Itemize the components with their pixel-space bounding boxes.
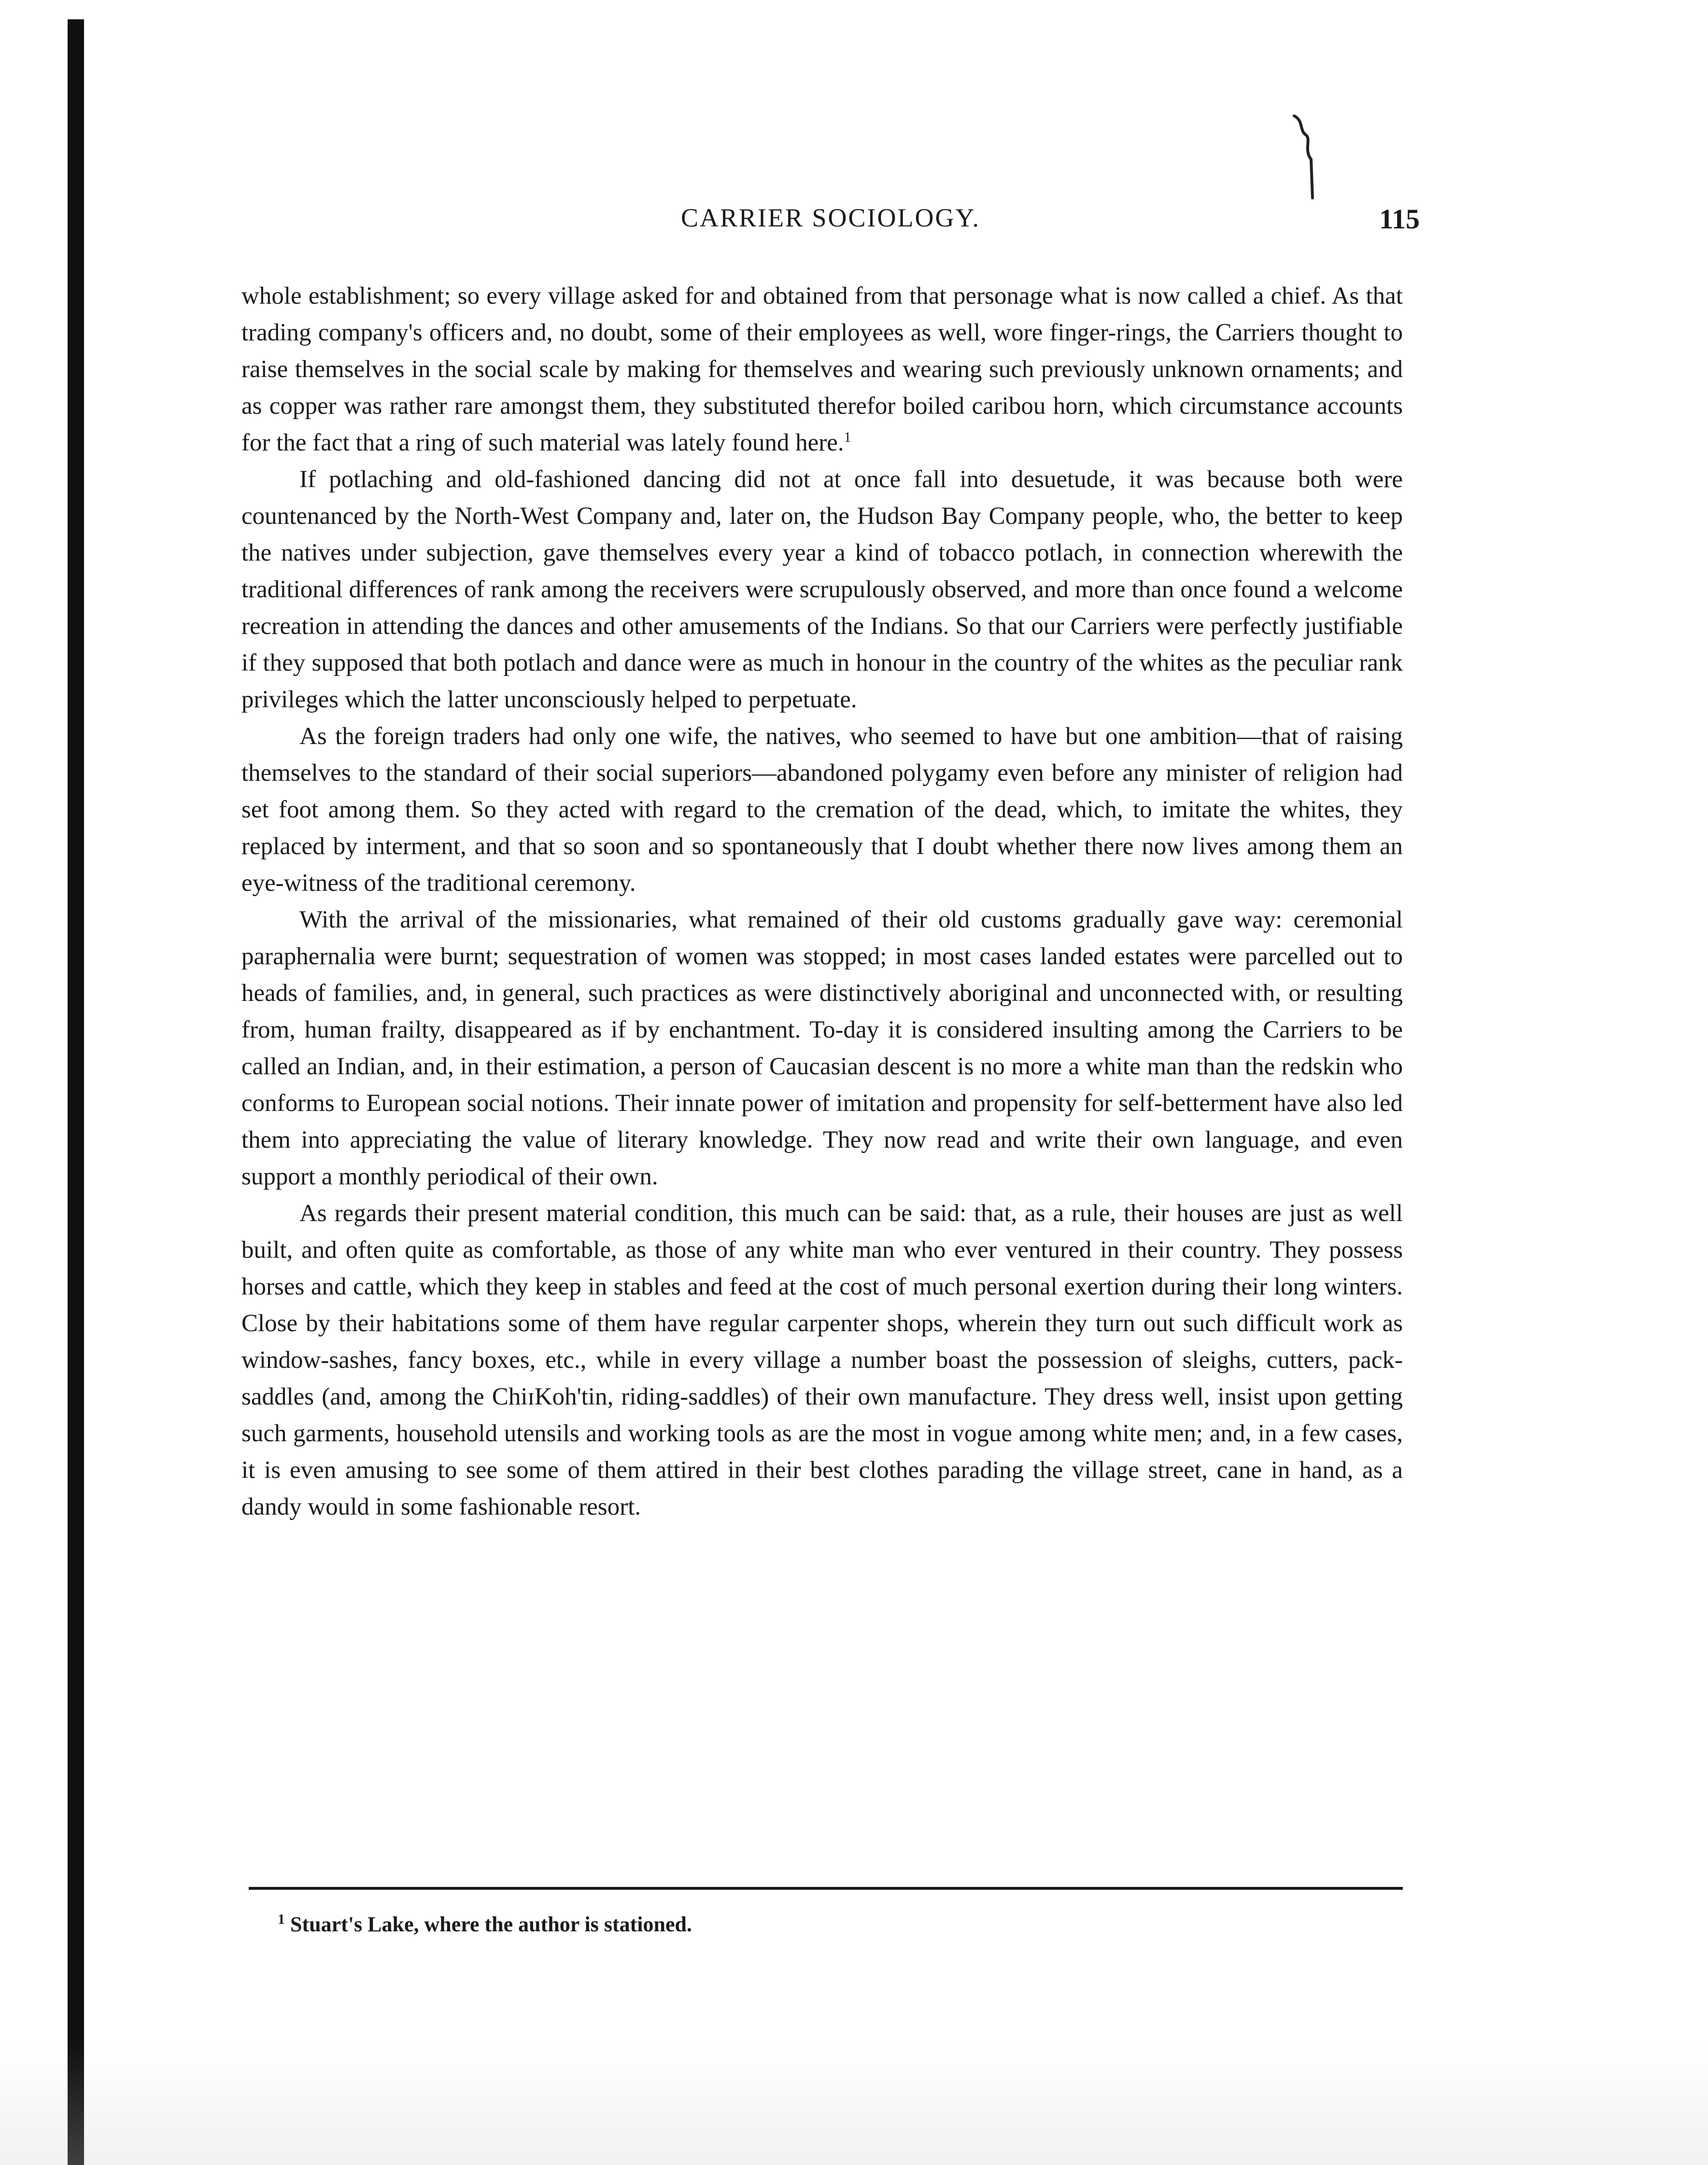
running-head: CARRIER SOCIOLOGY. xyxy=(680,203,981,232)
paragraph-1-text: whole establishment; so every village asked for and obtained from that personage what is now called a chief. As that trading company's officers and, no doubt, some of their employees as well, wore finger-rings, the Carriers thought to raise themselves in the social scale by making for themselves and wearing such previously unknown ornaments; and as copper was rather rare amongst them, they substituted therefor boiled caribou horn, which circumstance accounts for the fact that a ring of such material was lately found here. xyxy=(241,282,1403,456)
paragraph-1 xyxy=(241,278,1403,461)
body-text xyxy=(241,278,1403,1525)
footnote-reference: 1 xyxy=(844,429,851,445)
handwritten-margin-mark xyxy=(1285,106,1323,203)
footnote-marker: 1 xyxy=(278,1911,285,1927)
page-number: 115 xyxy=(1379,203,1420,235)
footnote-rule xyxy=(249,1887,1403,1890)
paragraph-3: As the foreign traders had only one wife, the natives, who seemed to have but one ambition—that of raising themselves to the standard of their social superiors—abandoned polygamy even before any minister of religion had set foot among them. So they acted with regard to the cremation of the dead, which, to imitate the whites, they replaced by interment, and that so soon and so spontaneously that I doubt whether there now lives among them an eye-witness of the traditional ceremony. xyxy=(241,723,1403,897)
paragraph-5: As regards their present material condition, this much can be said: that, as a rule, their houses are just as well built, and often quite as comfortable, as those of any white man who ever ventured in their country. They possess horses and cattle, which they keep in stables and feed at the cost of much personal exertion during their long winters. Close by their habitations some of them have regular carpenter shops, wherein they turn out such difficult work as window-sashes, fancy boxes, etc., while in every village a number boast the possession of sleighs, cutters, pack-saddles (and, among the ChiɪKoh'tin, riding-saddles) of their own manufacture. They dress well, insist upon getting such garments, household utensils and working tools as are the most in vogue among white men; and, in a few cases, it is even amusing to see some of them attired in their best clothes parading the village street, cane in hand, as a dandy would in some fashionable resort. xyxy=(241,1200,1403,1520)
footnote-text: Stuart's Lake, where the author is stationed. xyxy=(290,1912,692,1936)
page-shadow xyxy=(0,2042,1708,2165)
page-header xyxy=(241,203,1420,246)
binding-edge xyxy=(68,19,84,2165)
paragraph-4: With the arrival of the missionaries, what remained of their old customs gradually gave way: ceremonial paraphernalia were burnt; sequestration of women was stopped; in most cases landed estates were parcelled out to heads of families, and, in general, such practices as were distinctively aboriginal and unconnected with, or resulting from, human frailty, disappeared as if by enchantment. To-day it is considered insulting among the Carriers to be called an Indian, and, in their estimation, a person of Caucasian descent is no more a white man than the redskin who conforms to European social notions. Their innate power of imitation and propensity for self-betterment have also led them into appreciating the value of literary knowledge. They now read and write their own language, and even support a monthly periodical of their own. xyxy=(241,906,1403,1190)
footnote xyxy=(278,1912,1388,1937)
paragraph-2: If potlaching and old-fashioned dancing did not at once fall into desuetude, it was because both were countenanced by the North-West Company and, later on, the Hudson Bay Company people, who, the better to keep the natives under subjection, gave themselves every year a kind of tobacco potlach, in connection wherewith the traditional differences of rank among the receivers were scrupulously observed, and more than once found a welcome recreation in attending the dances and other amusements of the Indians. So that our Carriers were perfectly justifiable if they supposed that both potlach and dance were as much in honour in the country of the whites as the peculiar rank privileges which the latter unconsciously helped to perpetuate. xyxy=(241,466,1403,713)
